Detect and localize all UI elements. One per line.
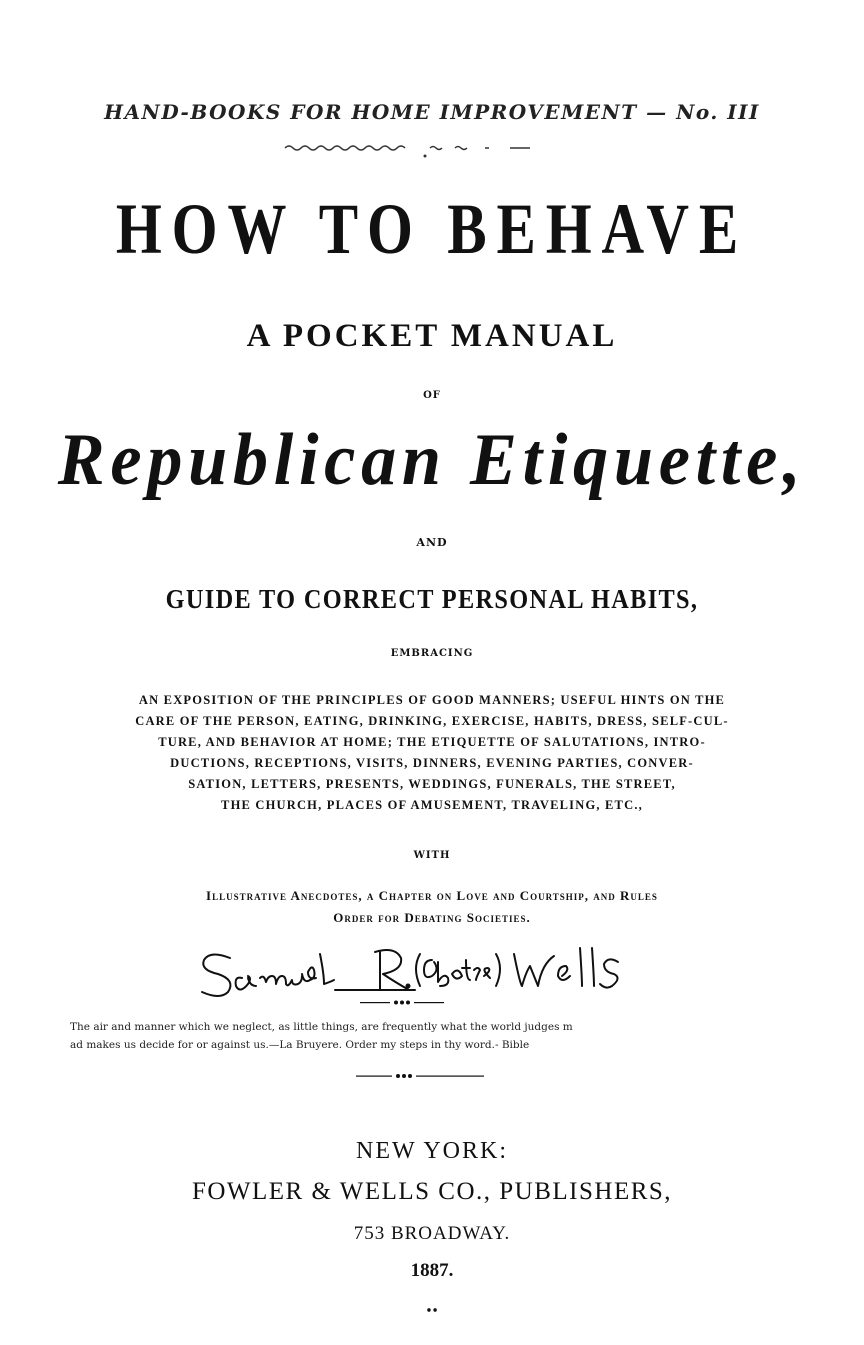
epigraph [70, 1018, 810, 1054]
subtitle: A POCKET MANUAL [246, 318, 618, 354]
with-word: WITH [413, 850, 451, 861]
library-mark: ꞏꞏ [425, 1300, 439, 1322]
contents-line: THE CHURCH, PLACES OF AMUSEMENT, TRAVELING, ETC., [221, 798, 643, 812]
contents-block [60, 690, 804, 816]
contents-line: AN EXPOSITION OF THE PRINCIPLES OF GOOD MANNERS; USEFUL HINTS ON THE [138, 693, 726, 707]
publication-year: 1887. [410, 1260, 454, 1281]
publisher-address: 753 BROADWAY. [353, 1223, 511, 1244]
embracing-word: EMBRACING [390, 648, 474, 659]
of-word: OF [423, 390, 441, 401]
series-line: HAND-BOOKS FOR HOME IMPROVEMENT — No. III [104, 100, 760, 124]
divider-ornament-icon [0, 1068, 864, 1084]
page-title: HOW TO BEHAVE [115, 189, 749, 269]
contents-line: SATION, LETTERS, PRESENTS, WEDDINGS, FUNERALS, THE STREET, [188, 777, 676, 791]
handwritten-signature [190, 938, 670, 1008]
wavy-ornament-icon [0, 138, 864, 158]
blackletter-title: Republican Etiquette, [57, 419, 807, 501]
epigraph-line: ad makes us decide for or against us.—La Bruyere. Order my steps in thy word.- Bible [70, 1039, 530, 1051]
and-word: AND [416, 536, 448, 549]
illustrative-line: Order for Debating Societies. [333, 910, 531, 925]
contents-line: DUCTIONS, RECEPTIONS, VISITS, DINNERS, EVENING PARTIES, CONVER- [170, 756, 694, 770]
guide-line: GUIDE TO CORRECT PERSONAL HABITS, [165, 584, 699, 614]
contents-line: CARE OF THE PERSON, EATING, DRINKING, EXERCISE, HABITS, DRESS, SELF-CUL- [135, 714, 729, 728]
contents-line: TURE, AND BEHAVIOR AT HOME; THE ETIQUETTE OF SALUTATIONS, INTRO- [158, 735, 706, 749]
publisher: FOWLER & WELLS CO., PUBLISHERS, [191, 1178, 673, 1205]
publication-city: NEW YORK: [356, 1138, 508, 1164]
illustrative-line: Illustrative Anecdotes, a Chapter on Love and Courtship, and Rules [206, 888, 658, 903]
epigraph-line: The air and manner which we neglect, as little things, are frequently what the world judges m [70, 1021, 573, 1033]
illustrative-block [60, 885, 804, 929]
